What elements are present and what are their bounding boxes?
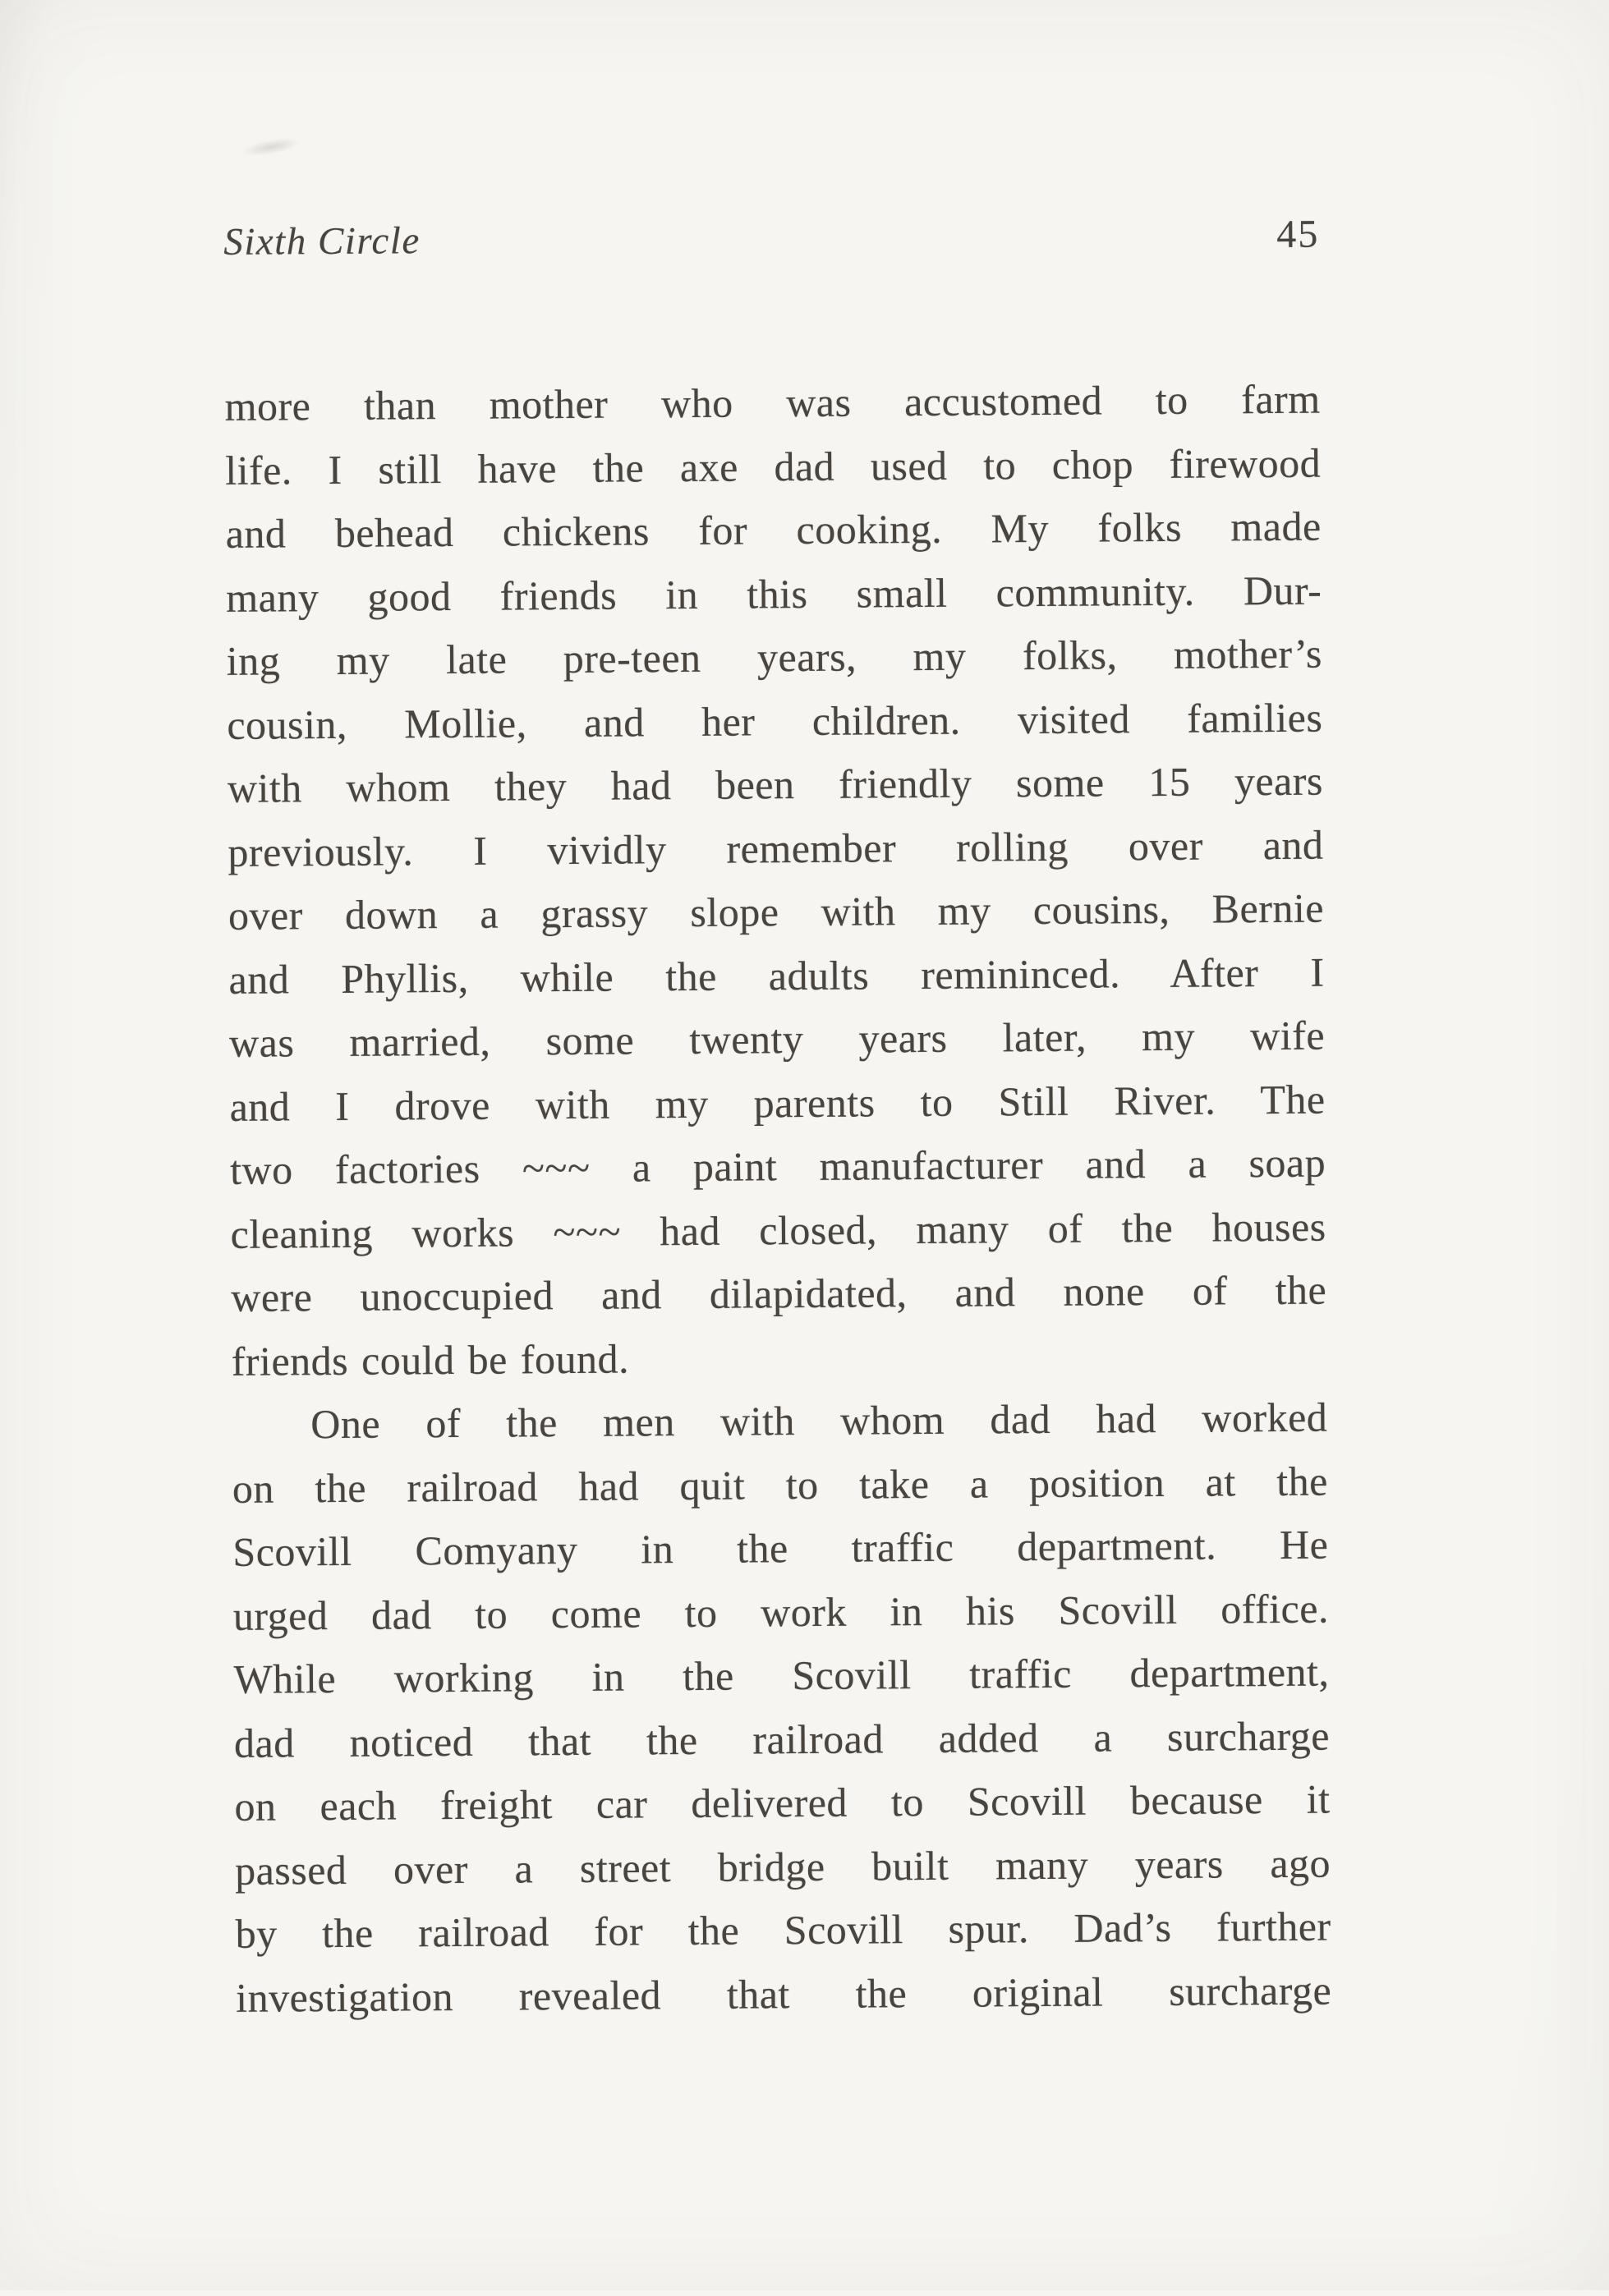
text-line: passed over a street bridge built many years ago [234,1839,1331,1894]
text-line: urged dad to come to work in his Scovill office. [232,1585,1330,1639]
text-line: friends could be found. [231,1335,630,1384]
text-line: and Phyllis, while the adults remininced. After I [228,948,1325,1003]
text-line: on each freight car delivered to Scovill because it [234,1775,1331,1830]
text-line: two factories ~~~ a paint manufacturer and a soap [229,1139,1326,1193]
paragraph [232,1386,1331,2030]
text-block [224,368,1331,2030]
chapter-title: Sixth Circle [223,219,421,264]
text-line: cleaning works ~~~ had closed, many of the houses [230,1203,1326,1257]
text-line: life. I still have the axe dad used to chop firewood [224,439,1322,494]
text-line: previously. I vividly remember rolling over and [228,821,1324,875]
page-number: 45 [1276,212,1320,256]
text-line: cousin, Mollie, and her children. visited families [227,694,1323,748]
text-line: investigation revealed that the original surcharge [235,1967,1332,2021]
text-line: more than mother who was accustomed to farm [224,375,1321,429]
running-head [223,212,1319,264]
text-line: dad noticed that the railroad added a surcharge [233,1712,1331,1766]
text-line: was married, some twenty years later, my wife [228,1012,1326,1066]
text-line: with whom they had been friendly some 15 years [227,757,1324,811]
text-line: While working in the Scovill traffic department, [233,1648,1330,1702]
text-line: were unoccupied and dilapidated, and none of the [231,1266,1327,1320]
text-line: by the railroad for the Scovill spur. Dad’s further [235,1903,1331,1957]
text-line: Scovill Comyany in the traffic department. He [232,1521,1329,1575]
text-line: on the railroad had quit to take a position at the [232,1458,1329,1512]
text-line: many good friends in this small community. Dur- [226,567,1322,621]
paragraph [224,368,1327,1394]
text-line: One of the men with whom dad had worked [310,1394,1328,1448]
text-line: and I drove with my parents to Still River. The [229,1076,1326,1130]
text-line: and behead chickens for cooking. My folks made [225,503,1322,557]
text-line: over down a grassy slope with my cousins, Bernie [228,884,1325,939]
text-line: ing my late pre-teen years, my folks, mother’s [226,630,1322,684]
